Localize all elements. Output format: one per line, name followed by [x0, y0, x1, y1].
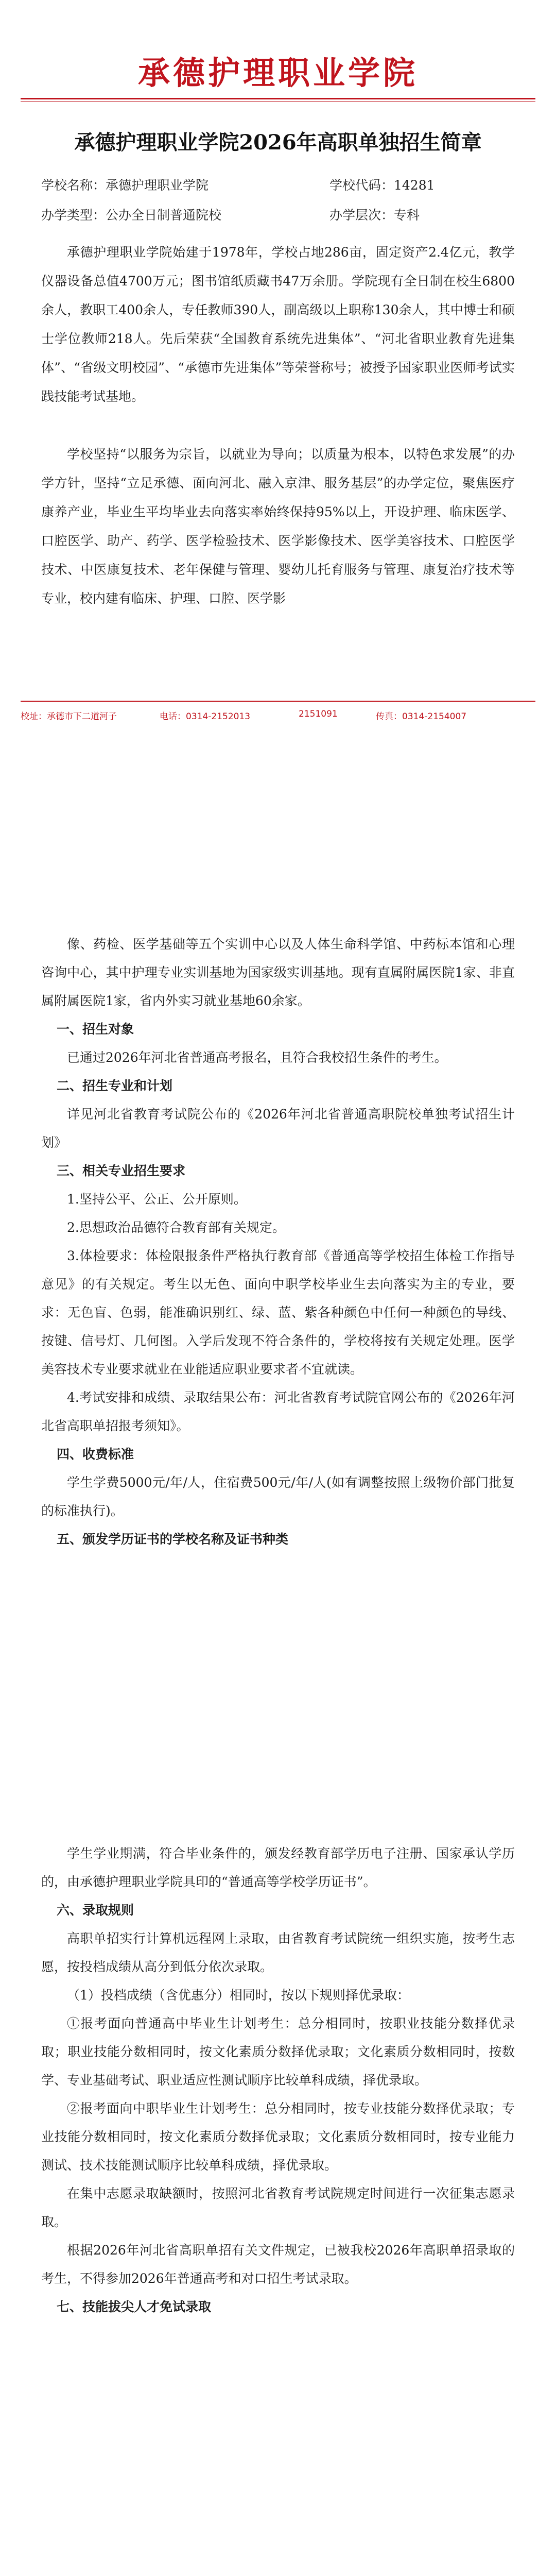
letterhead-footer: [21, 701, 535, 722]
footer-fax: 传真：0314-2154007: [376, 711, 467, 722]
section-6-text: ①报考面向普通高中毕业生计划考生：总分相同时，按职业技能分数择优录取；职业技能分数相同时，按文化素质分数择优录取；文化素质分数相同时，按数学、专业基础考试、职业适应性测试顺序比较单科成绩，择优录取。: [41, 2016, 515, 2088]
intro-paragraph-1: 承德护理职业学院始建于1978年，学校占地286亩，固定资产2.4亿元，教学仪器设备总值4700万元；图书馆纸质藏书47万余册。学院现有全日制在校生6800余人，教职工400余人，专任教师390人，副高级以上职称130余人，其中博士和硕士学位教师218人。先后荣获“全国教育系统先进集体”、“河北省职业教育先进集体”、“省级文明校园”、“承德市先进集体”等荣誉称号；被授予国家职业医师考试实践技能考试基地。: [41, 245, 515, 404]
section-6-text: 高职单招实行计算机远程网上录取，由省教育考试院统一组织实施，按考生志愿，按投档成绩从高分到低分依次录取。: [41, 1931, 515, 1974]
footer-phone: 电话：0314-2152013: [160, 711, 251, 722]
school-name: 学校名称：承德护理职业学院: [41, 178, 209, 193]
masthead-title: 承德护理职业学院: [137, 54, 418, 92]
school-nature: 办学类型：公办全日制普通院校: [41, 208, 222, 223]
section-6-text: 在集中志愿录取缺额时，按照河北省教育考试院规定时间进行一次征集志愿录取。: [41, 2186, 515, 2229]
page-2-body: [41, 930, 515, 1553]
footer-phone-2: 2151091: [299, 709, 338, 719]
section-5-title: 五、颁发学历证书的学校名称及证书种类: [57, 1532, 289, 1547]
document-title: 承德护理职业学院2026年高职单独招生简章: [74, 130, 482, 155]
section-1-title: 一、招生对象: [57, 1022, 134, 1037]
section-3-item: 2.思想政治品德符合教育部有关规定。: [67, 1220, 285, 1235]
school-code: 学校代码：14281: [329, 178, 435, 193]
section-6-text: 根据2026年河北省高职单招有关文件规定，已被我校2026年高职单招录取的考生，不得参加2026年普通高考和对口招生考试录取。: [41, 2243, 515, 2286]
section-2-title: 二、招生专业和计划: [57, 1078, 173, 1093]
section-6-title: 六、录取规则: [57, 1903, 134, 1918]
continuation-paragraph: 像、药检、医学基础等五个实训中心以及人体生命科学馆、中药标本馆和心理咨询中心，其中护理专业实训基地为国家级实训基地。现有直属附属医院1家、非直属附属医院1家，省内外实习就业基地60余家。: [41, 937, 515, 1008]
section-2-text: 详见河北省教育考试院公布的《2026年河北省普通高职院校单独考试招生计划》: [41, 1107, 515, 1150]
section-3-title: 三、相关专业招生要求: [57, 1163, 186, 1178]
page-2-body-lower: [41, 1839, 515, 2321]
masthead-rule-thin: [21, 101, 535, 102]
masthead-rule: [21, 98, 535, 99]
section-6-text: ②报考面向中职毕业生计划考生：总分相同时，按专业技能分数择优录取；专业技能分数相同时，按文化素质分数择优录取；文化素质分数相同时，按专业能力测试、技术技能测试顺序比较单科成绩，择优录取。: [41, 2101, 515, 2173]
section-7-title: 七、技能拔尖人才免试录取: [57, 2299, 212, 2314]
school-level: 办学层次：专科: [329, 208, 420, 223]
section-3-item: 1.坚持公平、公正、公开原则。: [67, 1192, 247, 1207]
section-5-text: 学生学业期满，符合毕业条件的，颁发经教育部学历电子注册、国家承认学历的，由承德护理职业学院具印的“普通高等学校学历证书”。: [41, 1846, 515, 1889]
intro-paragraph-2: 学校坚持“以服务为宗旨，以就业为导向；以质量为根本，以特色求发展”的办学方针，坚持“立足承德、面向河北、融入京津、服务基层”的办学定位，聚焦医疗康养产业，毕业生平均毕业去向落实率始终保持95%以上，开设护理、临床医学、口腔医学、助产、药学、医学检验技术、医学影像技术、医学美容技术、口腔医学技术、中医康复技术、老年保健与管理、婴幼儿托育服务与管理、康复治疗技术等专业，校内建有临床、护理、口腔、医学影: [41, 447, 515, 606]
section-4-title: 四、收费标准: [57, 1447, 134, 1462]
section-3-item: 3.体检要求：体检限报条件严格执行教育部《普通高等学校招生体检工作指导意见》的有关规定。考生以无色、面向中职学校毕业生去向落实为主的专业，要求：无色盲、色弱，能准确识别红、绿、蓝、紫各种颜色中任何一种颜色的导线、按键、信号灯、几何图。入学后发现不符合条件的，学校将按有关规定处理。医学美容技术专业要求就业在业能适应职业要求者不宜就读。: [41, 1248, 515, 1377]
section-1-text: 已通过2026年河北省普通高考报名，且符合我校招生条件的考生。: [67, 1050, 447, 1065]
section-6-text: （1）投档成绩（含优惠分）相同时，按以下规则择优录取：: [67, 1988, 410, 2003]
section-4-text: 学生学费5000元/年/人，住宿费500元/年/人(如有调整按照上级物价部门批复的标准执行)。: [41, 1475, 515, 1518]
section-3-item: 4.考试安排和成绩、录取结果公布：河北省教育考试院官网公布的《2026年河北省高职单招报考须知》。: [41, 1390, 515, 1433]
footer-address: 校址：承德市下二道河子: [21, 711, 117, 722]
